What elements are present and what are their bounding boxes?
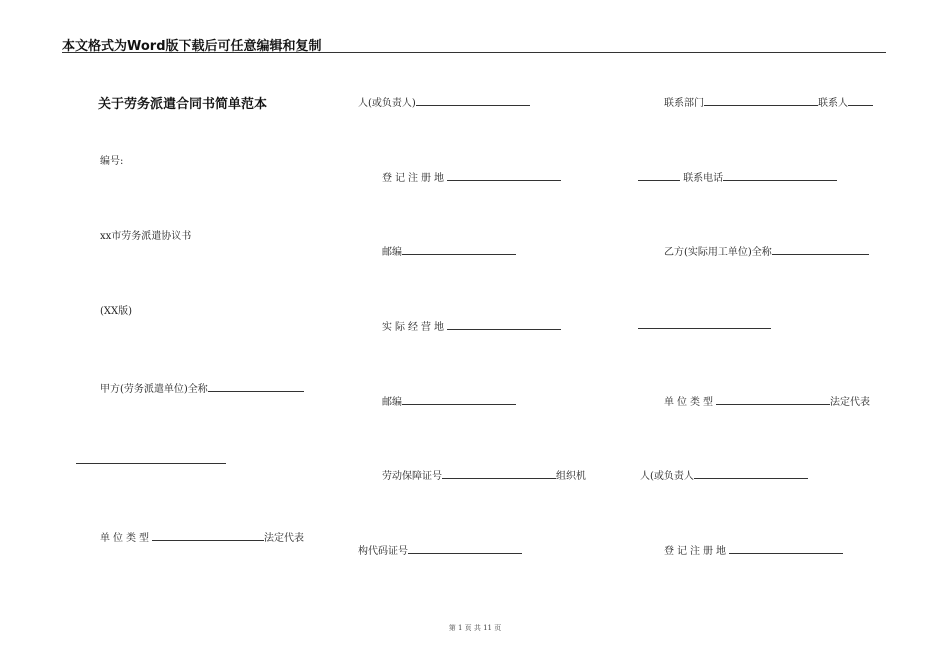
party-b-name-continuation-blank[interactable] xyxy=(638,328,771,329)
party-b-registered-address-blank[interactable] xyxy=(729,542,843,554)
party-a-contact-phone-row xyxy=(638,169,837,185)
party-a-unit-type-label: 单位类型 xyxy=(100,533,152,544)
party-a-org-label-part2: 构代码证号 xyxy=(358,546,408,557)
party-a-unit-type-row xyxy=(100,529,304,545)
party-a-unit-type-blank[interactable] xyxy=(152,529,264,541)
party-b-registered-address-row xyxy=(664,542,843,558)
party-b-name-blank[interactable] xyxy=(772,243,869,255)
party-a-contact-person-blank[interactable] xyxy=(848,94,873,106)
party-b-name-row xyxy=(664,243,869,259)
party-a-contact-phone-blank[interactable] xyxy=(723,169,837,181)
party-a-org-code-blank[interactable] xyxy=(408,542,522,554)
party-a-registered-address-row xyxy=(382,169,561,185)
party-a-actual-address-blank[interactable] xyxy=(447,318,561,330)
party-b-registered-address-label: 登记注册地 xyxy=(664,546,729,557)
party-a-registered-address-blank[interactable] xyxy=(447,169,561,181)
party-b-person-row xyxy=(640,467,808,483)
party-b-unit-type-blank[interactable] xyxy=(716,393,830,405)
header-divider xyxy=(62,52,886,53)
party-a-contact-phone-label: 联系电话 xyxy=(683,173,724,184)
party-a-org-label-part1: 组织机 xyxy=(556,471,586,482)
party-a-postcode-blank-1[interactable] xyxy=(402,243,516,255)
party-b-unit-type-label: 单位类型 xyxy=(664,397,716,408)
agreement-name: xx市劳务派遣协议书 xyxy=(100,231,192,242)
party-a-actual-address-row xyxy=(382,318,561,334)
party-a-person-row xyxy=(358,94,530,110)
party-a-labor-cert-blank[interactable] xyxy=(442,467,556,479)
party-a-labor-cert-label: 劳动保障证号 xyxy=(382,471,442,482)
party-a-postcode-row-1 xyxy=(382,243,516,259)
party-a-person-blank[interactable] xyxy=(416,94,530,106)
page-number: 第 1 页 共 11 页 xyxy=(448,624,502,632)
party-a-person-label: 人(或负责人) xyxy=(358,98,416,109)
party-a-postcode-label-2: 邮编 xyxy=(382,397,402,408)
party-b-unit-type-row xyxy=(664,393,870,409)
party-a-contact-row xyxy=(664,94,873,110)
party-a-postcode-label-1: 邮编 xyxy=(382,247,402,258)
party-a-contact-dept-label: 联系部门 xyxy=(664,98,704,109)
party-a-contact-dept-blank[interactable] xyxy=(704,94,818,106)
party-a-org-code-row xyxy=(358,542,522,558)
number-label: 编号: xyxy=(100,156,124,167)
document-title: 关于劳务派遣合同书简单范本 xyxy=(98,97,268,112)
document-header: 本文格式为Word版下载后可任意编辑和复制 xyxy=(62,39,322,54)
party-a-name-row xyxy=(100,380,304,396)
party-a-contact-person-continuation-blank[interactable] xyxy=(638,169,680,181)
party-a-name-blank[interactable] xyxy=(208,380,304,392)
party-b-person-blank[interactable] xyxy=(694,467,808,479)
party-a-postcode-blank-2[interactable] xyxy=(402,393,516,405)
party-a-legal-rep-label: 法定代表 xyxy=(264,533,304,544)
party-a-labor-cert-row xyxy=(382,467,586,483)
party-a-actual-address-label: 实际经营地 xyxy=(382,322,447,333)
edition-label: (XX版) xyxy=(100,306,133,317)
party-b-name-label: 乙方(实际用工单位)全称 xyxy=(664,247,772,258)
party-a-contact-person-label: 联系人 xyxy=(818,98,848,109)
party-a-postcode-row-2 xyxy=(382,393,516,409)
party-b-legal-rep-label: 法定代表 xyxy=(830,397,870,408)
party-a-name-label: 甲方(劳务派遣单位)全称 xyxy=(100,384,208,395)
party-b-person-label: 人(或负责人 xyxy=(640,471,694,482)
party-a-name-continuation-blank[interactable] xyxy=(76,463,226,464)
party-a-registered-address-label: 登记注册地 xyxy=(382,173,447,184)
